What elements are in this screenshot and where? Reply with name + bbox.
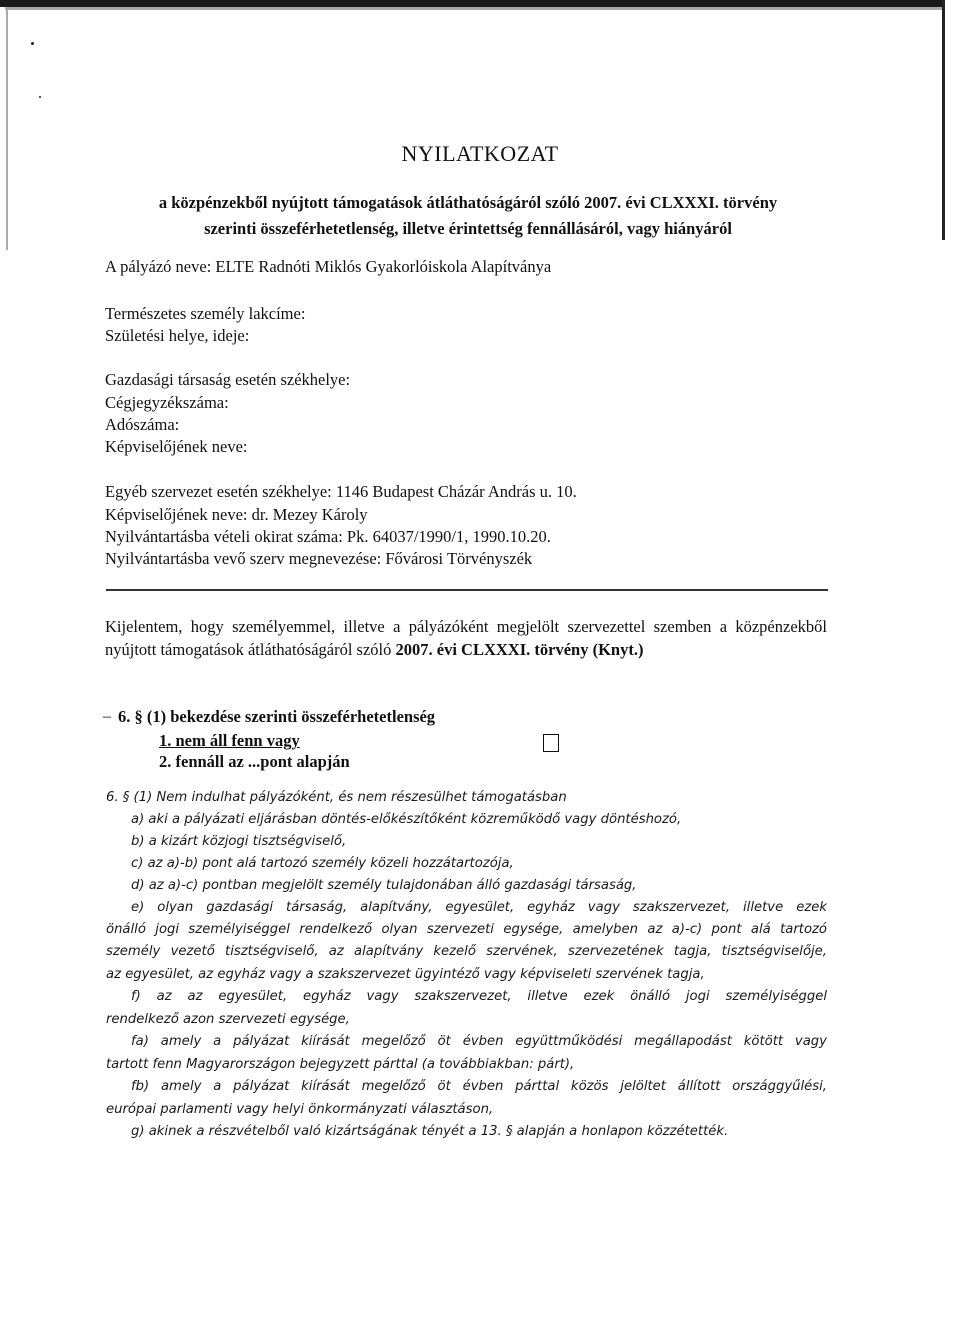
declaration-law-ref: 2007. évi CLXXXI. törvény (Knyt.) — [395, 640, 644, 659]
registry-body: Nyilvántartásba vevő szerv megnevezése: Fővárosi Törvényszék — [105, 549, 533, 568]
divider — [106, 589, 828, 591]
law-line: 6. § (1) Nem indulhat pályázóként, és nem részesülhet támogatásban — [106, 790, 567, 805]
company-seat-label: Gazdasági társaság esetén székhelye: — [105, 370, 351, 389]
law-line: e) olyan gazdasági társaság, alapítvány, egyesület, egyház vagy szakszervezet, illetve ezek — [131, 900, 827, 915]
law-line: g) akinek a részvételből való kizártságának tényét a 13. § alapján a honlapon közzétették. — [131, 1124, 729, 1139]
person-address-label: Természetes személy lakcíme: — [105, 304, 306, 323]
margin-dash: – — [103, 708, 111, 725]
option-1-label: 1. nem áll fenn vagy — [159, 731, 300, 750]
document-subtitle — [108, 190, 828, 242]
registry-document: Nyilvántartásba vételi okirat száma: Pk. 64037/1990/1, 1990.10.20. — [105, 527, 551, 546]
applicant-name: A pályázó neve: ELTE Radnóti Miklós Gyakorlóiskola Alapítványa — [105, 257, 552, 276]
document-title: NYILATKOZAT — [401, 141, 559, 166]
subtitle-line-2: szerinti összeférhetetlenség, illetve érintettség fennállásáról, vagy hiányáról — [204, 219, 732, 238]
declaration-text: Kijelentem, hogy személyemmel, illetve a pályázóként megjelölt szervezettel szemben a közpénzekből nyújtott támogatások átláthatóságáról szóló — [105, 617, 827, 659]
law-line: önálló jogi személyiséggel rendelkező olyan szervezeti egysége, amelyben az a)-c) pont alá tartozó — [106, 922, 827, 937]
scan-border-right — [942, 0, 945, 240]
scan-speck — [31, 42, 34, 45]
birth-label: Születési helye, ideje: — [105, 326, 250, 345]
option-1-checkbox[interactable] — [543, 734, 559, 752]
law-line: a) aki a pályázati eljárásban döntés-előkészítőként közreműködő vagy döntéshozó, — [131, 812, 682, 827]
company-rep-label: Képviselőjének neve: — [105, 437, 248, 456]
other-org-seat: Egyéb szervezet esetén székhelye: 1146 Budapest Cházár András u. 10. — [105, 482, 577, 501]
company-reg-label: Cégjegyzékszáma: — [105, 393, 229, 412]
declaration-paragraph — [105, 615, 827, 661]
law-line: fa) amely a pályázat kiírását megelőző öt évben együttműködési megállapodást kötött vagy — [131, 1034, 827, 1049]
law-line: az egyesület, az egyház vagy a szakszervezet ügyintéző vagy képviseleti szervének tagja, — [106, 967, 705, 982]
option-applicable: 2. fennáll az ...pont alapján — [159, 752, 350, 771]
tax-number-label: Adószáma: — [105, 415, 180, 434]
scan-speck — [39, 96, 41, 98]
option-not-applicable — [159, 731, 300, 751]
law-line: tartott fenn Magyarországon bejegyzett párttal (a továbbiakban: párt), — [106, 1057, 575, 1072]
section-heading: 6. § (1) bekezdése szerinti összeférhetetlenség — [118, 707, 436, 726]
law-line: d) az a)-c) pontban megjelölt személy tulajdonában álló gazdasági társaság, — [131, 878, 637, 893]
law-line: rendelkező azon szervezeti egysége, — [106, 1012, 350, 1027]
law-line: c) az a)-b) pont alá tartozó személy közeli hozzátartozója, — [131, 856, 514, 871]
law-line: európai parlamenti vagy helyi önkormányzati választáson, — [106, 1102, 494, 1117]
law-line: fb) amely a pályázat kiírását megelőző öt évben párttal közös jelöltet állított országgyűlési, — [131, 1079, 827, 1094]
subtitle-line-1: a közpénzekből nyújtott támogatások átláthatóságáról szóló 2007. évi CLXXXI. törvény — [158, 193, 778, 212]
law-line: f) az az egyesület, egyház vagy szakszervezet, illetve ezek önálló jogi személyiséggel — [131, 989, 827, 1004]
law-line: b) a kizárt közjogi tisztségviselő, — [131, 834, 347, 849]
other-org-rep: Képviselőjének neve: dr. Mezey Károly — [105, 505, 368, 524]
scan-border-left — [6, 10, 8, 250]
scan-border-shadow — [5, 7, 945, 10]
scan-border-top — [0, 0, 945, 7]
law-line: személy vezető tisztségviselő, az alapítvány kezelő szervének, szervezetének tagja, tisztségviselője, — [106, 944, 827, 959]
